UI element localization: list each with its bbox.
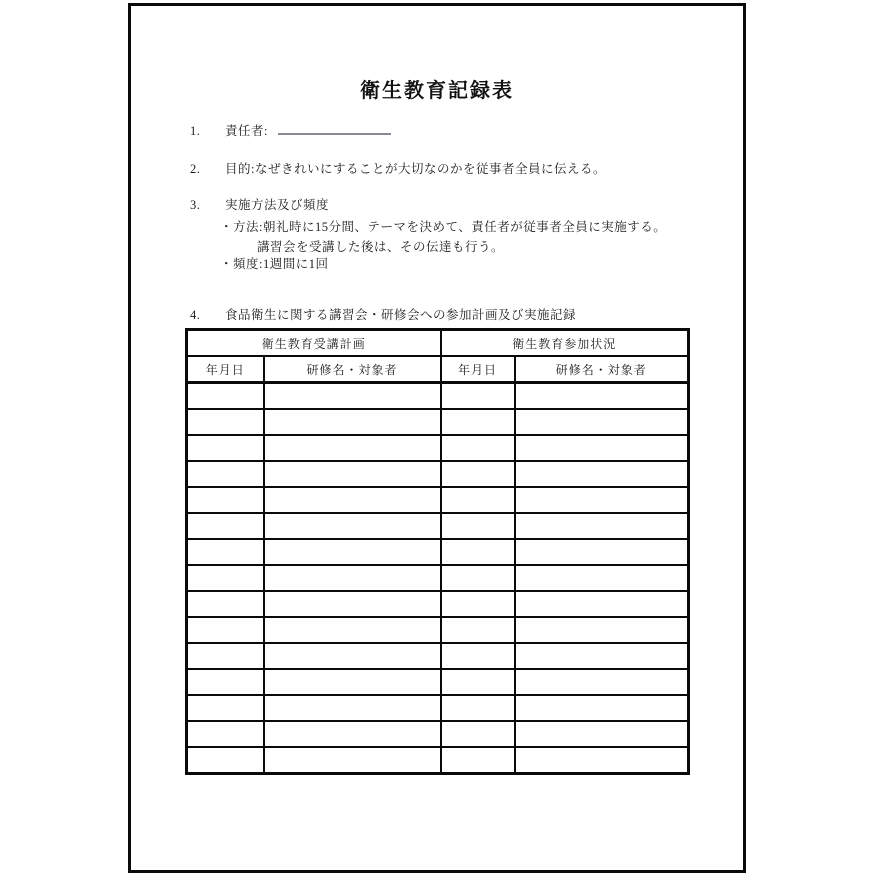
table-cell — [187, 539, 264, 565]
table-cell — [441, 617, 515, 643]
table-cell — [187, 383, 264, 410]
table-cell — [187, 591, 264, 617]
table-cell — [187, 695, 264, 721]
table-row — [187, 539, 689, 565]
table-cell — [441, 383, 515, 410]
table-row — [187, 461, 689, 487]
table-group-header-row — [187, 330, 689, 357]
group-header-participation: 衛生教育参加状況 — [441, 330, 689, 357]
table-cell — [441, 461, 515, 487]
table-cell — [187, 487, 264, 513]
table-row — [187, 747, 689, 774]
table-cell — [441, 487, 515, 513]
table-cell — [187, 721, 264, 747]
table-cell — [441, 539, 515, 565]
table-cell — [187, 617, 264, 643]
table-cell — [187, 461, 264, 487]
table-row — [187, 591, 689, 617]
item-3-heading-line — [190, 195, 329, 213]
item-1-label: 責任者: — [225, 124, 268, 138]
table-row — [187, 617, 689, 643]
table-cell — [515, 747, 689, 774]
table-cell — [264, 695, 441, 721]
table-row — [187, 409, 689, 435]
table-cell — [187, 747, 264, 774]
column-header-training-actual: 研修名・対象者 — [515, 356, 689, 383]
item-3-frequency: ・頻度:1週間に1回 — [220, 257, 329, 271]
table-cell — [515, 669, 689, 695]
table-body — [187, 383, 689, 774]
column-header-date-plan: 年月日 — [187, 356, 264, 383]
table-cell — [441, 591, 515, 617]
item-1-number: 1. — [190, 124, 201, 138]
responsible-person-blank-field — [278, 123, 391, 135]
page-title: 衛生教育記録表 — [360, 80, 514, 102]
item-1-responsible-person — [190, 121, 391, 139]
table-cell — [441, 643, 515, 669]
table-cell — [441, 695, 515, 721]
table-cell — [264, 565, 441, 591]
table-cell — [441, 747, 515, 774]
table-cell — [264, 721, 441, 747]
table-cell — [264, 747, 441, 774]
table-cell — [264, 409, 441, 435]
table-cell — [441, 565, 515, 591]
table-cell — [441, 513, 515, 539]
table-cell — [515, 591, 689, 617]
table-cell — [441, 721, 515, 747]
table-row — [187, 435, 689, 461]
table-cell — [515, 461, 689, 487]
table-cell — [264, 461, 441, 487]
table-row — [187, 565, 689, 591]
table-row — [187, 695, 689, 721]
table-cell — [515, 539, 689, 565]
table-cell — [515, 383, 689, 410]
table-cell — [264, 643, 441, 669]
table-cell — [515, 435, 689, 461]
item-2-purpose — [190, 159, 606, 177]
table-cell — [187, 435, 264, 461]
item-2-number: 2. — [190, 162, 201, 176]
table-cell — [187, 643, 264, 669]
table-cell — [515, 695, 689, 721]
column-header-training-plan: 研修名・対象者 — [264, 356, 441, 383]
table-cell — [264, 435, 441, 461]
table-cell — [515, 487, 689, 513]
item-4-record-heading — [190, 305, 576, 323]
table-cell — [515, 721, 689, 747]
table-row — [187, 643, 689, 669]
table-cell — [441, 669, 515, 695]
table-cell — [441, 435, 515, 461]
table-cell — [264, 513, 441, 539]
education-record-table — [185, 328, 690, 775]
item-3-heading: 実施方法及び頻度 — [225, 198, 330, 212]
table-cell — [187, 669, 264, 695]
table-cell — [264, 383, 441, 410]
item-3-method-line1: ・方法:朝礼時に15分間、テーマを決めて、責任者が従事者全員に実施する。 — [220, 220, 667, 234]
item-3-number: 3. — [190, 198, 201, 212]
item-3-method-line2: 講習会を受講した後は、その伝達も行う。 — [257, 240, 505, 254]
table-cell — [515, 643, 689, 669]
table-cell — [264, 669, 441, 695]
table-row — [187, 513, 689, 539]
group-header-plan: 衛生教育受講計画 — [187, 330, 441, 357]
table-row — [187, 669, 689, 695]
item-4-number: 4. — [190, 308, 201, 322]
table-cell — [264, 539, 441, 565]
document-page — [128, 3, 746, 873]
table-cell — [187, 513, 264, 539]
table-cell — [264, 487, 441, 513]
table-cell — [264, 617, 441, 643]
table-cell — [187, 565, 264, 591]
item-4-text: 食品衛生に関する講習会・研修会への参加計画及び実施記録 — [225, 308, 577, 322]
column-header-date-actual: 年月日 — [441, 356, 515, 383]
table-cell — [515, 513, 689, 539]
item-2-text: 目的:なぜきれいにすることが大切なのかを従事者全員に伝える。 — [225, 162, 606, 176]
table-cell — [187, 409, 264, 435]
table-column-header-row — [187, 356, 689, 383]
table-cell — [264, 591, 441, 617]
table-cell — [441, 409, 515, 435]
table-cell — [515, 617, 689, 643]
table-cell — [515, 565, 689, 591]
table-row — [187, 721, 689, 747]
table-cell — [515, 409, 689, 435]
table-row — [187, 383, 689, 410]
table-row — [187, 487, 689, 513]
